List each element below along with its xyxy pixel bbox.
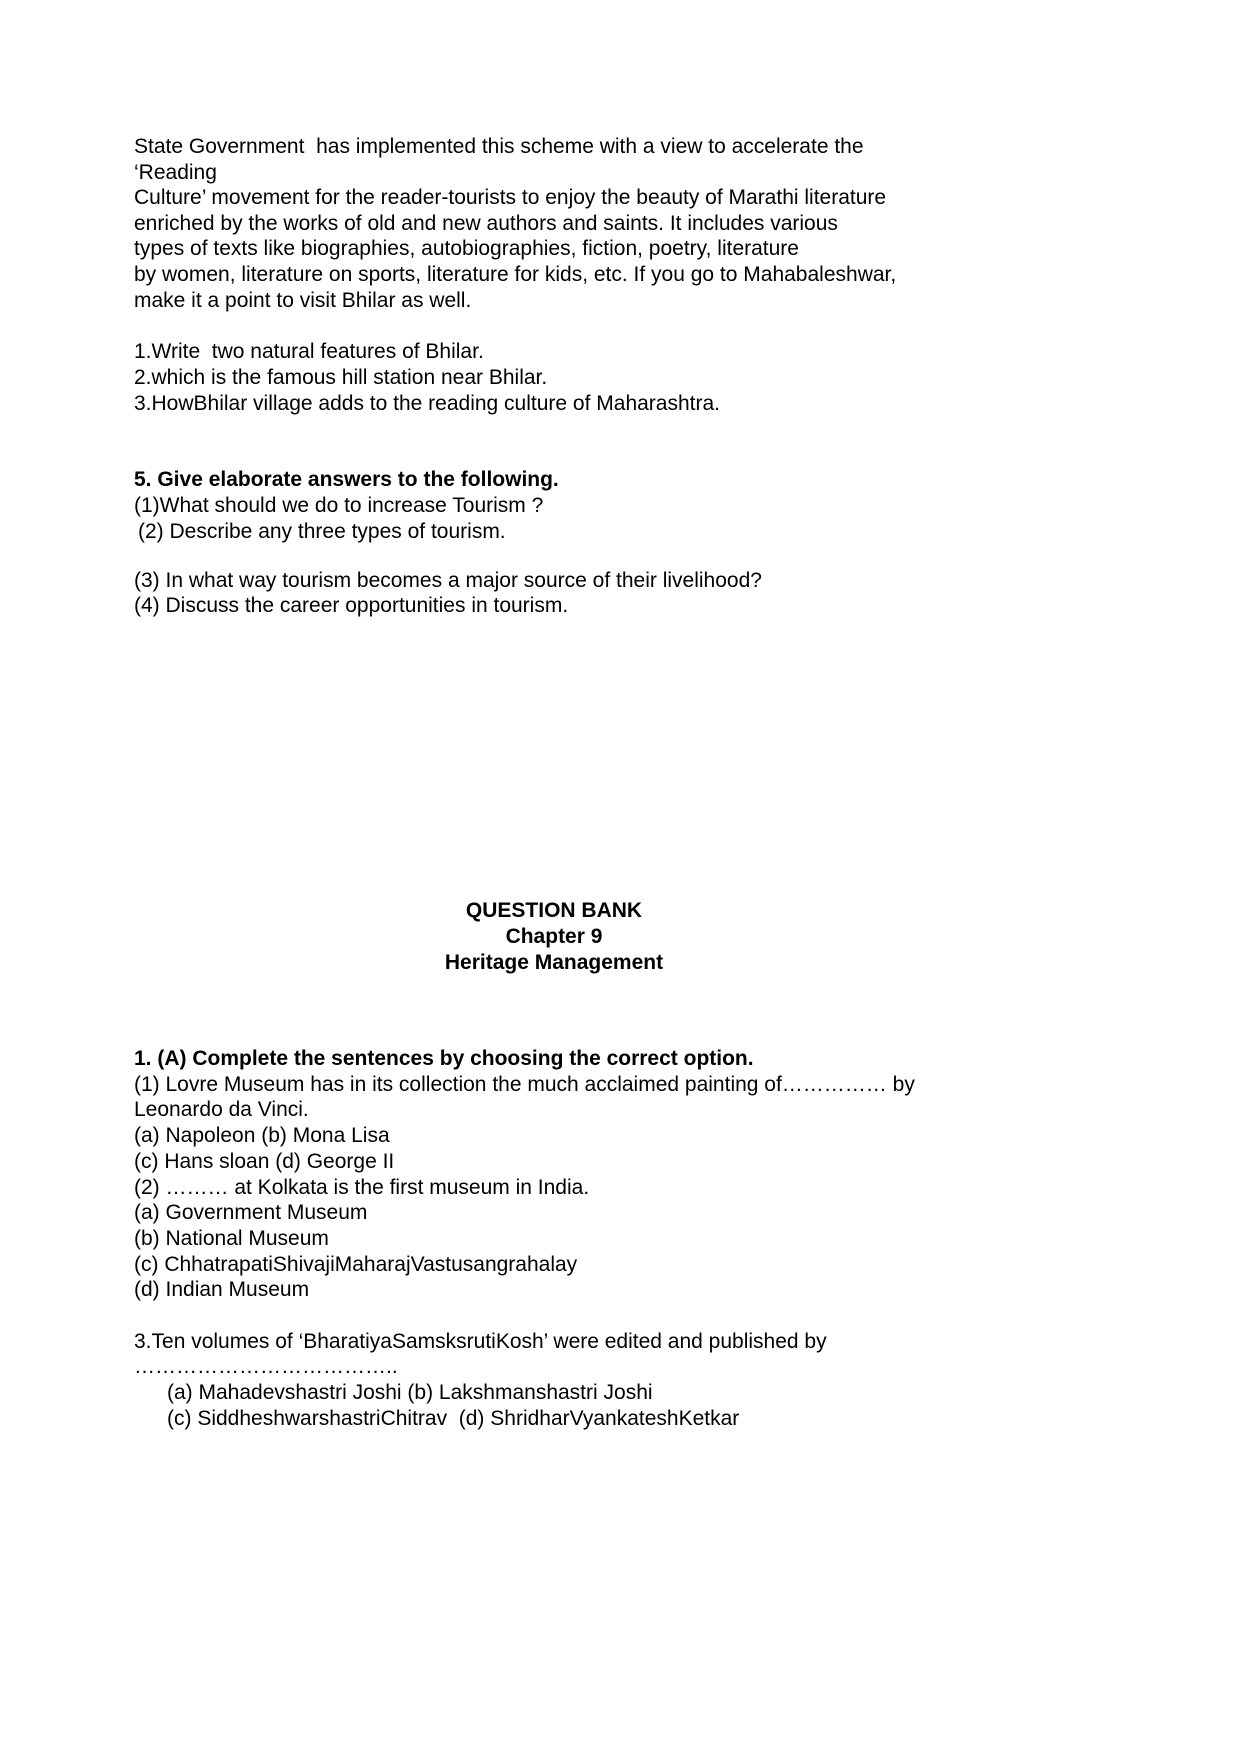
section-1-line: (a) Government Museum	[134, 1201, 368, 1224]
passage-line: Culture’ movement for the reader-tourists to enjoy the beauty of Marathi literature	[134, 186, 887, 209]
question-bank-title: QUESTION BANK	[465, 899, 643, 922]
section-1-line: (1) Lovre Museum has in its collection the much acclaimed painting of…………… by	[134, 1073, 915, 1096]
section-5-question: (3) In what way tourism becomes a major source of their livelihood?	[134, 569, 762, 592]
passage-line: types of texts like biographies, autobiographies, fiction, poetry, literature	[134, 237, 799, 260]
passage-question: 1.Write two natural features of Bhilar.	[134, 340, 484, 363]
passage-line: ‘Reading	[134, 161, 217, 184]
question-3-option: (a) Mahadevshastri Joshi (b) Lakshmanshastri Joshi	[167, 1381, 653, 1404]
question-3: 3.Ten volumes of ‘BharatiyaSamsksrutiKosh’ were edited and published by	[134, 1330, 827, 1353]
question-3-option: (c) SiddheshwarshastriChitrav (d) ShridharVyankateshKetkar	[167, 1407, 740, 1430]
passage-line: make it a point to visit Bhilar as well.	[134, 289, 472, 312]
passage-line: by women, literature on sports, literature for kids, etc. If you go to Mahabaleshwar,	[134, 263, 897, 286]
chapter-title: Chapter 9	[505, 925, 603, 948]
section-1-line: (a) Napoleon (b) Mona Lisa	[134, 1124, 390, 1147]
section-1-line: (b) National Museum	[134, 1227, 329, 1250]
section-5-question: (1)What should we do to increase Tourism ?	[134, 494, 544, 517]
section-5-question: (4) Discuss the career opportunities in tourism.	[134, 594, 569, 617]
section-5-question: (2) Describe any three types of tourism.	[138, 520, 506, 543]
section-1-line: Leonardo da Vinci.	[134, 1098, 309, 1121]
section-1-heading: 1. (A) Complete the sentences by choosing the correct option.	[134, 1047, 754, 1070]
section-1-line: (2) ……… at Kolkata is the first museum in India.	[134, 1176, 590, 1199]
question-3-blank: ………………………………..	[134, 1355, 398, 1378]
section-5-heading: 5. Give elaborate answers to the following.	[134, 468, 559, 491]
passage-question: 3.HowBhilar village adds to the reading culture of Maharashtra.	[134, 392, 720, 415]
section-1-line: (c) Hans sloan (d) George II	[134, 1150, 395, 1173]
passage-question: 2.which is the famous hill station near Bhilar.	[134, 366, 548, 389]
section-1-line: (c) ChhatrapatiShivajiMaharajVastusangrahalay	[134, 1253, 578, 1276]
section-1-line: (d) Indian Museum	[134, 1278, 310, 1301]
chapter-subject: Heritage Management	[444, 951, 664, 974]
passage-line: enriched by the works of old and new authors and saints. It includes various	[134, 212, 838, 235]
passage-line: State Government has implemented this scheme with a view to accelerate the	[134, 135, 864, 158]
